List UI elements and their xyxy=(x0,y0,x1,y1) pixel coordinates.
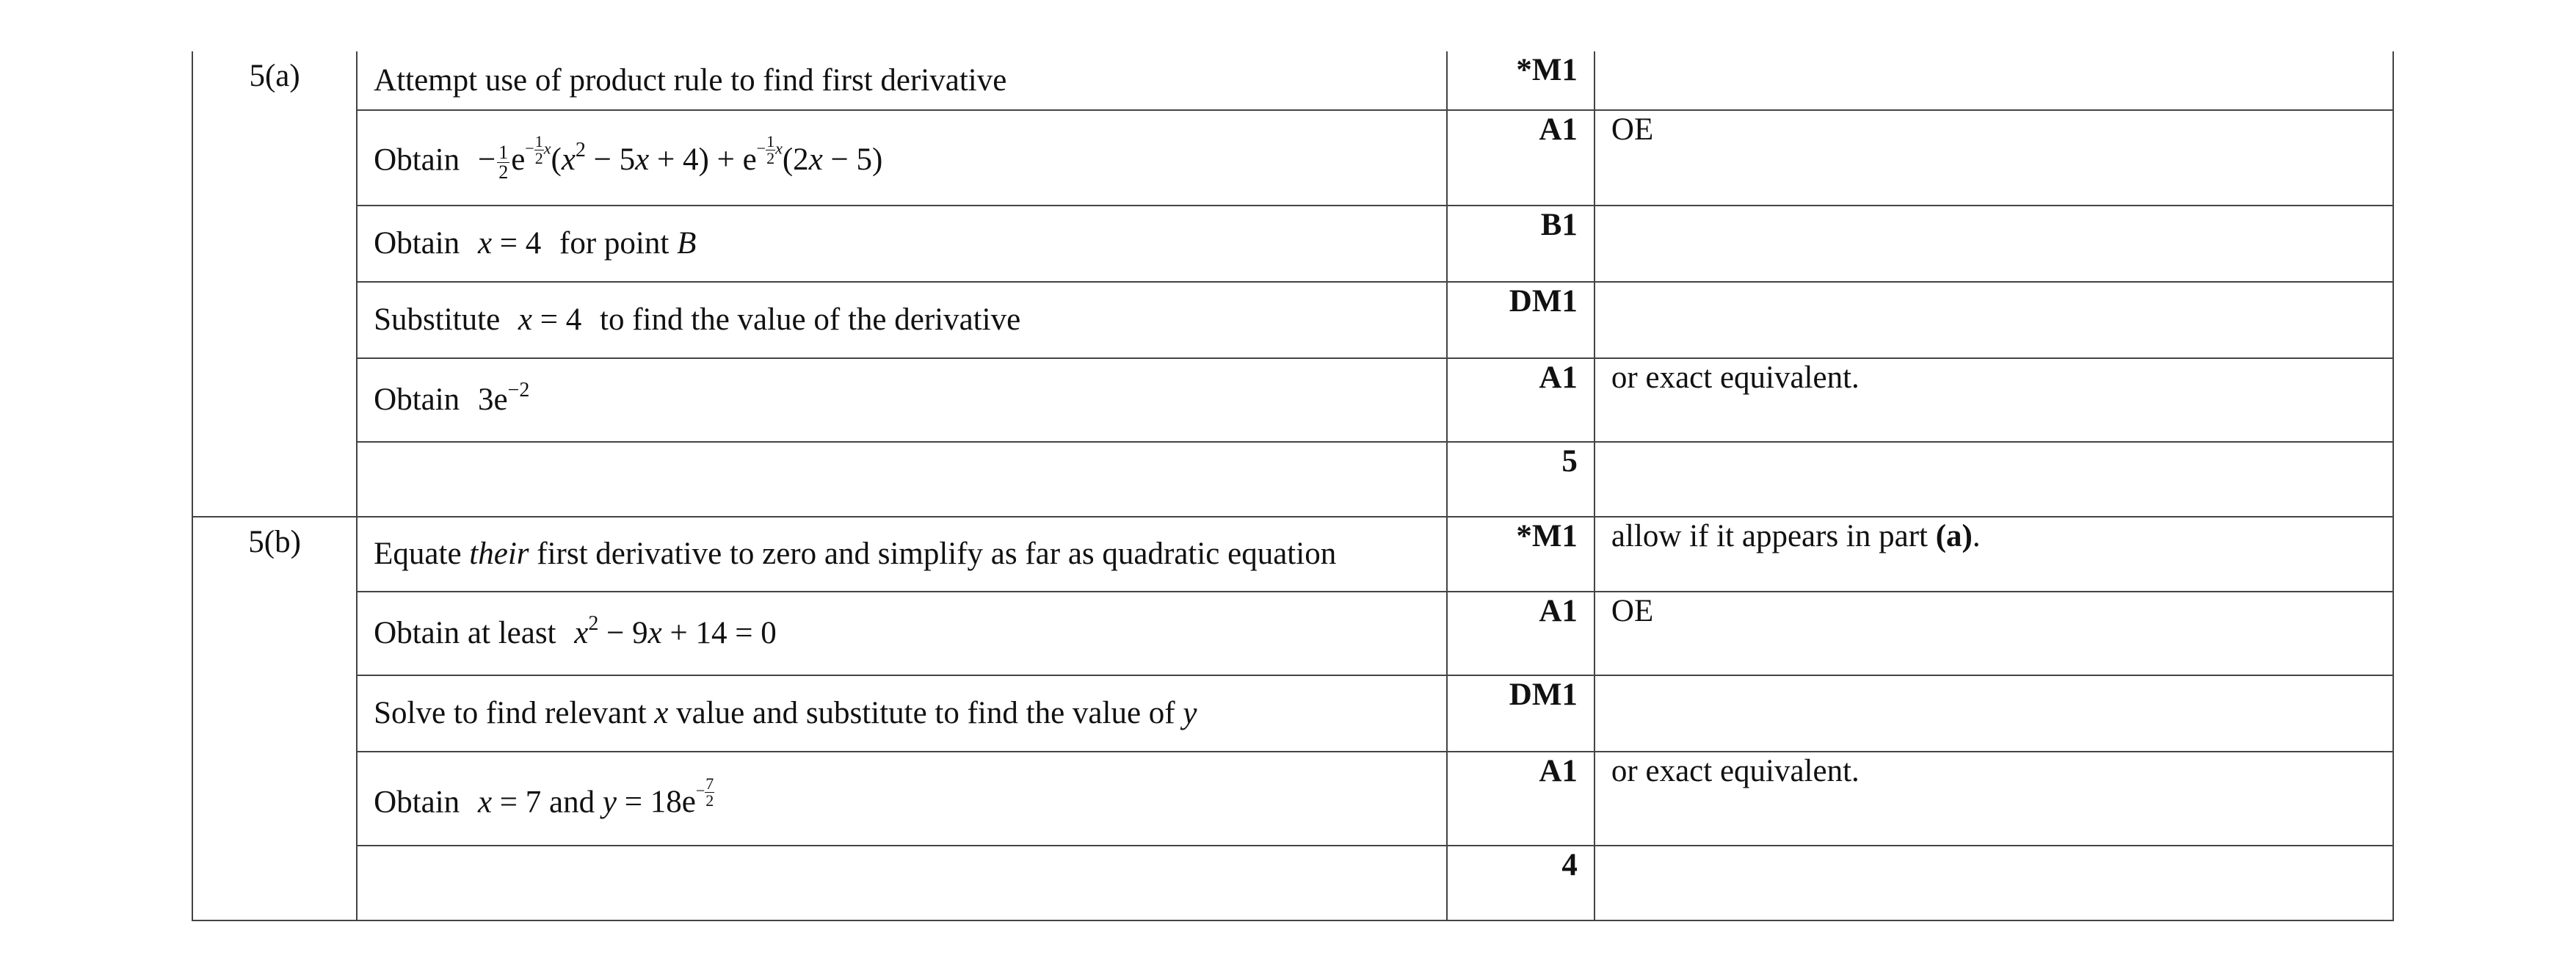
marks-cell xyxy=(1447,752,1594,846)
guidance-text: or exact equivalent. xyxy=(1611,754,1860,788)
answer-cell xyxy=(357,110,1447,206)
answer-text-italic: their xyxy=(469,537,529,572)
guidance-cell xyxy=(1594,51,2393,110)
table-row xyxy=(192,206,2393,282)
marks-cell xyxy=(1447,358,1594,442)
guidance-cell xyxy=(1594,442,2393,517)
guidance-cell xyxy=(1594,752,2393,846)
answer-variable: x xyxy=(654,696,669,731)
guidance-text: OE xyxy=(1611,594,1654,628)
answer-expression: y = 18e− $\frac{7}{2}$ xyxy=(602,774,714,820)
answer-prefix: Substitute xyxy=(374,302,501,338)
answer-text: Attempt use of product rule to find first derivative xyxy=(374,62,1007,98)
mark-code: DM1 xyxy=(1509,678,1578,712)
mark-code: *M1 xyxy=(1516,53,1578,87)
question-number: 5(a) xyxy=(249,59,300,93)
answer-prefix: Obtain xyxy=(374,382,460,418)
guidance-cell xyxy=(1594,675,2393,752)
question-cell xyxy=(192,51,357,517)
table-row xyxy=(192,442,2393,517)
answer-expression: $3e^{-2}$ xyxy=(477,379,530,418)
marks-cell xyxy=(1447,51,1594,110)
mark-code: A1 xyxy=(1539,594,1578,628)
answer-variable: B xyxy=(677,226,697,261)
answer-variable: y xyxy=(1183,696,1197,731)
answer-expression: x = 4 xyxy=(477,226,542,261)
answer-text-pre: Equate xyxy=(374,537,462,572)
table-row xyxy=(192,51,2393,110)
answer-suffix: to find the value of the derivative xyxy=(600,302,1021,338)
answer-cell xyxy=(357,517,1447,592)
answer-text-mid: value and substitute to find the value of xyxy=(676,696,1175,731)
answer-cell xyxy=(357,846,1447,920)
answer-suffix: for point xyxy=(559,226,670,261)
answer-expression: x = 4 xyxy=(518,302,582,338)
guidance-cell xyxy=(1594,358,2393,442)
answer-cell xyxy=(357,442,1447,517)
table-row xyxy=(192,110,2393,206)
guidance-text: OE xyxy=(1611,112,1654,147)
answer-cell xyxy=(357,592,1447,675)
marks-cell xyxy=(1447,592,1594,675)
mark-code: DM1 xyxy=(1509,284,1578,319)
guidance-text-pre: allow if it appears in part xyxy=(1611,519,1928,553)
mark-total: 5 xyxy=(1561,444,1578,479)
answer-text-post: first derivative to zero and simplify as far as quadratic equation xyxy=(537,537,1337,572)
answer-prefix: Obtain xyxy=(374,226,460,261)
mark-code: B1 xyxy=(1540,208,1578,242)
table-row xyxy=(192,592,2393,675)
answer-prefix: Obtain xyxy=(374,785,460,820)
table-row xyxy=(192,517,2393,592)
table-row xyxy=(192,675,2393,752)
guidance-cell xyxy=(1594,592,2393,675)
guidance-cell xyxy=(1594,206,2393,282)
guidance-cell xyxy=(1594,282,2393,358)
guidance-cell xyxy=(1594,517,2393,592)
guidance-text: or exact equivalent. xyxy=(1611,360,1860,395)
guidance-cell xyxy=(1594,110,2393,206)
answer-expression: x = 7 xyxy=(477,785,542,820)
question-cell xyxy=(192,517,357,920)
answer-cell xyxy=(357,206,1447,282)
marks-cell xyxy=(1447,206,1594,282)
guidance-text-bold: (a) xyxy=(1935,519,1973,553)
answer-expression: − $\frac{1}{2}$ e− $\frac{1}{2}$ $x(x^2 - 5x + 4) + e-$ $\frac{1}{2}$ x(2x − 5) xyxy=(477,131,883,184)
mark-code: A1 xyxy=(1539,754,1578,788)
marks-cell xyxy=(1447,282,1594,358)
mark-total: 4 xyxy=(1561,848,1578,882)
answer-and: and xyxy=(549,785,595,820)
answer-cell xyxy=(357,675,1447,752)
answer-cell xyxy=(357,282,1447,358)
question-number: 5(b) xyxy=(248,525,301,559)
mark-code: A1 xyxy=(1539,112,1578,147)
answer-cell xyxy=(357,51,1447,110)
mark-scheme-table xyxy=(192,51,2394,921)
mark-code: *M1 xyxy=(1516,519,1578,553)
marks-cell xyxy=(1447,846,1594,920)
answer-cell xyxy=(357,358,1447,442)
answer-prefix: Obtain at least xyxy=(374,616,556,651)
answer-prefix: Obtain xyxy=(374,142,460,178)
table-row xyxy=(192,358,2393,442)
marks-cell xyxy=(1447,442,1594,517)
guidance-text-post: . xyxy=(1972,519,1981,553)
table-row xyxy=(192,752,2393,846)
table-row xyxy=(192,282,2393,358)
answer-expression: $x^2 - 9x + 14 = 0$ xyxy=(574,612,777,651)
answer-cell xyxy=(357,752,1447,846)
marks-cell xyxy=(1447,675,1594,752)
marks-cell xyxy=(1447,517,1594,592)
guidance-cell xyxy=(1594,846,2393,920)
answer-text-pre: Solve to find relevant xyxy=(374,696,647,731)
table-row xyxy=(192,846,2393,920)
mark-code: A1 xyxy=(1539,360,1578,395)
marks-cell xyxy=(1447,110,1594,206)
